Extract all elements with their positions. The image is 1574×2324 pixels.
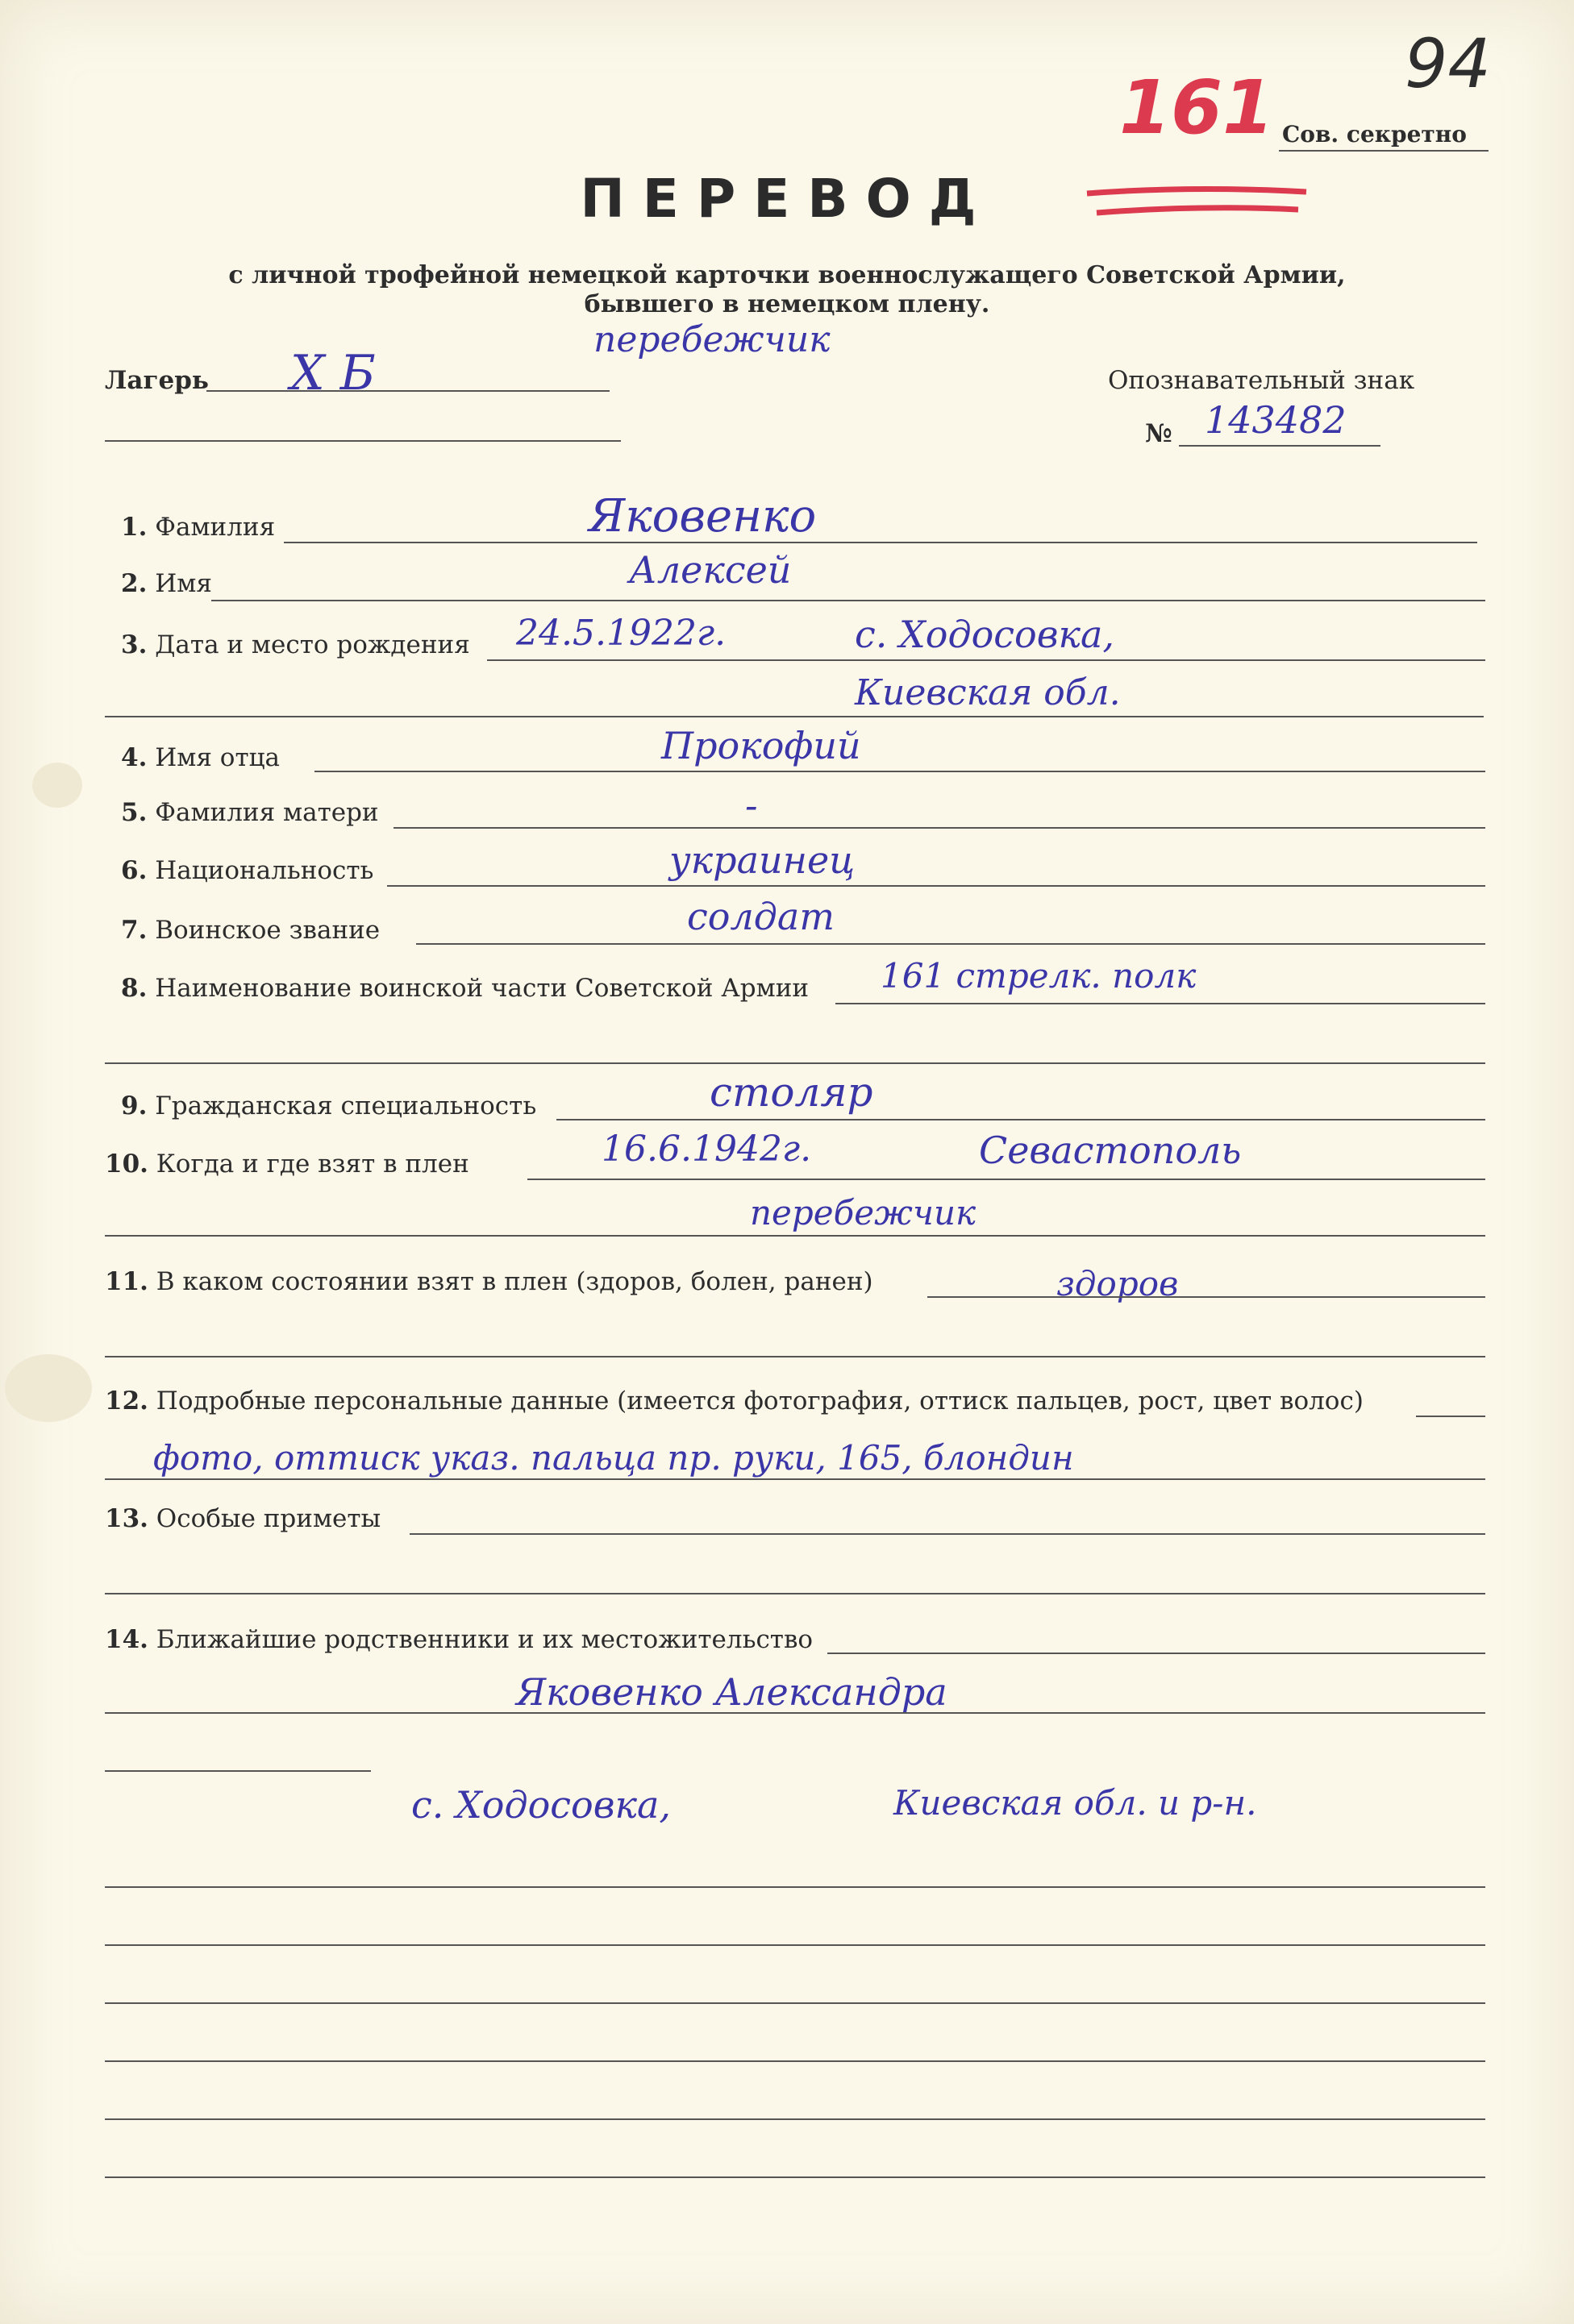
field-8-line-2 [105, 1062, 1485, 1064]
field-3-value-place: с. Ходосовка, [855, 613, 1115, 656]
field-1-label: 1. Фамилия [121, 513, 276, 542]
secrecy-stamp: Сов. секретно [1282, 121, 1467, 148]
field-8-line-1 [835, 1003, 1485, 1004]
field-14-value-region: Киевская обл. и р-н. [893, 1783, 1257, 1823]
red-pencil-number: 161 [1119, 64, 1275, 151]
field-9-value: столяр [710, 1069, 873, 1116]
field-2-label: 2. Имя [121, 569, 212, 598]
archive-sheet-number: 94 [1405, 24, 1491, 103]
field-11-label: 11. В каком состоянии взят в плен (здоров, болен, ранен) [105, 1267, 873, 1296]
field-9-line [556, 1119, 1485, 1120]
field-13-line-1 [410, 1533, 1485, 1535]
field-12-line-2 [105, 1478, 1485, 1480]
blank-line-6 [105, 2176, 1485, 2178]
field-11-line-1 [927, 1296, 1485, 1298]
field-10-value-place: Севастополь [979, 1129, 1242, 1172]
field-12-label: 12. Подробные персональные данные (имеется фотография, оттиск пальцев, рост, цвет волос) [105, 1387, 1364, 1416]
field-4-line [314, 771, 1485, 772]
field-1-value: Яковенко [589, 490, 817, 543]
field-14-value-village: с. Ходосовка, [411, 1783, 672, 1827]
camp-line-1 [206, 390, 610, 392]
field-1-line [284, 542, 1477, 543]
field-14-label: 14. Ближайшие родственники и их местожительство [105, 1625, 814, 1654]
blank-line-2 [105, 1944, 1485, 1946]
field-13-label: 13. Особые приметы [105, 1504, 381, 1533]
document-subtitle-line1: с личной трофейной немецкой карточки военнослужащего Советской Армии, [228, 261, 1346, 289]
tag-no-label: № [1145, 419, 1172, 448]
document-title: ПЕРЕВОД [580, 168, 994, 230]
field-8-value: 161 стрелк. полк [881, 956, 1197, 996]
field-5-line [394, 827, 1485, 829]
camp-line-2 [105, 440, 621, 442]
camp-value: X Б [290, 345, 376, 401]
field-14-line-3 [105, 1770, 371, 1772]
blank-line-5 [105, 2118, 1485, 2120]
field-6-value: украинец [669, 838, 856, 882]
field-3-line-1 [487, 659, 1485, 661]
field-10-value-date: 16.6.1942г. [602, 1129, 812, 1170]
field-10-line-1 [527, 1179, 1485, 1180]
document-subtitle-line2: бывшего в немецком плену. [584, 290, 990, 318]
field-4-value: Прокофий [661, 724, 861, 767]
blank-line-4 [105, 2060, 1485, 2062]
field-6-line [387, 885, 1485, 887]
field-11-value: здоров [1056, 1264, 1179, 1303]
camp-label: Лагерь [105, 366, 209, 395]
field-4-label: 4. Имя отца [121, 743, 281, 772]
field-10-line-2 [105, 1235, 1485, 1237]
field-5-label: 5. Фамилия матери [121, 798, 379, 827]
field-13-line-2 [105, 1593, 1485, 1594]
field-7-line [416, 943, 1485, 945]
field-7-value: солдат [687, 895, 835, 938]
punch-hole-top [32, 763, 82, 808]
field-7-label: 7. Воинское звание [121, 916, 381, 945]
field-6-label: 6. Национальность [121, 856, 374, 885]
tag-line [1179, 445, 1380, 447]
field-14-line-2 [105, 1712, 1485, 1714]
field-8-label: 8. Наименование воинской части Советской Армии [121, 974, 810, 1003]
camp-note: перебежчик [593, 319, 831, 360]
field-9-label: 9. Гражданская специальность [121, 1091, 537, 1120]
field-14-value-name: Яковенко Александра [516, 1670, 947, 1714]
field-12-value: фото, оттиск указ. пальца пр. руки, 165, блондин [153, 1438, 1074, 1478]
field-2-line [211, 600, 1485, 601]
secrecy-underline [1279, 150, 1489, 152]
field-10-value-note: перебежчик [750, 1193, 976, 1233]
blank-line-3 [105, 2002, 1485, 2004]
punch-hole-bottom [5, 1354, 92, 1422]
field-3-label: 3. Дата и место рождения [121, 630, 470, 659]
field-5-value: - [745, 784, 758, 827]
field-11-line-2 [105, 1356, 1485, 1357]
field-3-value-region: Киевская обл. [855, 672, 1121, 713]
field-14-line-1 [827, 1653, 1485, 1654]
tag-value: 143482 [1205, 398, 1347, 442]
field-12-line-1 [1416, 1416, 1485, 1417]
field-3-line-2 [105, 716, 1484, 717]
tag-label: Опознавательный знак [1108, 366, 1415, 395]
blank-line-1 [105, 1886, 1485, 1888]
field-3-value-date: 24.5.1922г. [516, 613, 727, 654]
field-10-label: 10. Когда и где взят в плен [105, 1150, 469, 1179]
field-2-value: Алексей [629, 548, 792, 592]
